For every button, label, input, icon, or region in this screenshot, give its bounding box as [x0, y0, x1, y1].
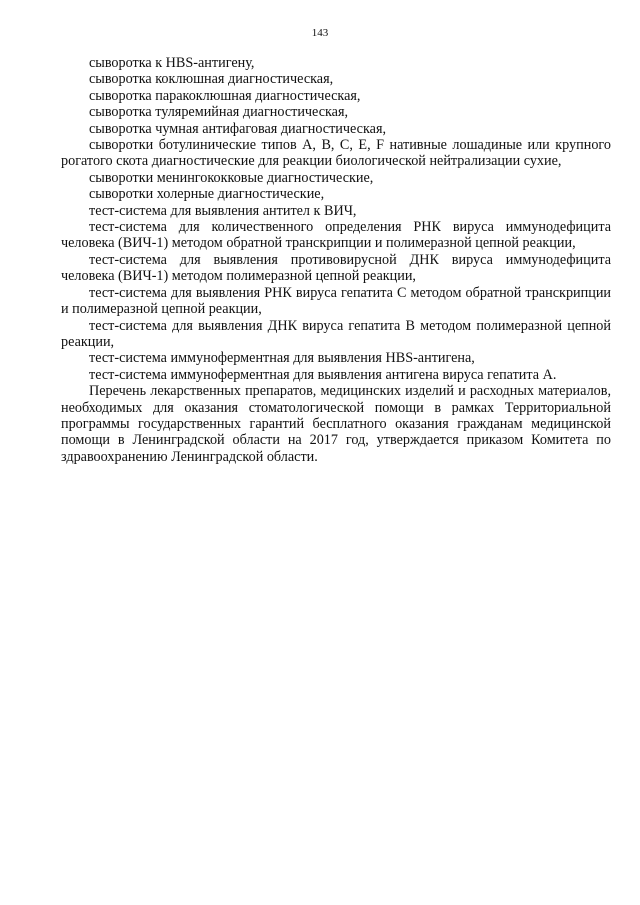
- paragraph: тест-система для выявления ДНК вируса гепатита В методом полимеразной цепной реакции,: [61, 317, 611, 350]
- paragraph: сыворотки менингококковые диагностические,: [89, 169, 374, 186]
- document-body: [61, 55, 611, 465]
- paragraph: сыворотка туляремийная диагностическая,: [89, 104, 349, 121]
- paragraph: сыворотка чумная антифаговая диагностическая,: [89, 120, 387, 137]
- paragraph: тест-система иммуноферментная для выявления антигена вируса гепатита А.: [89, 366, 557, 383]
- paragraph: тест-система для выявления антител к ВИЧ,: [89, 202, 357, 219]
- paragraph: сыворотки ботулинические типов A, B, C, E, F нативные лошадиные или крупного рогатого скота диагностические для реакции биологической нейтрализации сухие,: [61, 137, 611, 170]
- paragraph: тест-система для выявления противовирусной ДНК вируса иммунодефицита человека (ВИЧ-1) методом полимеразной цепной реакции,: [61, 251, 611, 285]
- paragraph: Перечень лекарственных препаратов, медицинских изделий и расходных материалов, необходимых для оказания стоматологической помощи в рамках Территориальной программы государственных гарантий бесплатного оказания гражданам медицинской помощи в Ленинградской области на 2017 год, утверждается приказом Комитета по здравоохранению Ленинградской области.: [61, 383, 611, 465]
- paragraph: тест-система для количественного определения РНК вируса иммунодефицита человека (ВИЧ-1) методом обратной транскрипции и полимеразной цепной реакции,: [61, 219, 611, 252]
- page-number: 143: [311, 27, 329, 39]
- paragraph: сыворотка коклюшная диагностическая,: [89, 71, 334, 88]
- paragraph: сыворотки холерные диагностические,: [89, 186, 325, 203]
- paragraph: сыворотка к HBS-антигену,: [89, 55, 255, 71]
- paragraph: тест-система для выявления РНК вируса гепатита С методом обратной транскрипции и полимеразной цепной реакции,: [61, 284, 611, 318]
- paragraph: тест-система иммуноферментная для выявления HBS-антигена,: [89, 350, 475, 367]
- paragraph: сыворотка паракоклюшная диагностическая,: [89, 87, 361, 104]
